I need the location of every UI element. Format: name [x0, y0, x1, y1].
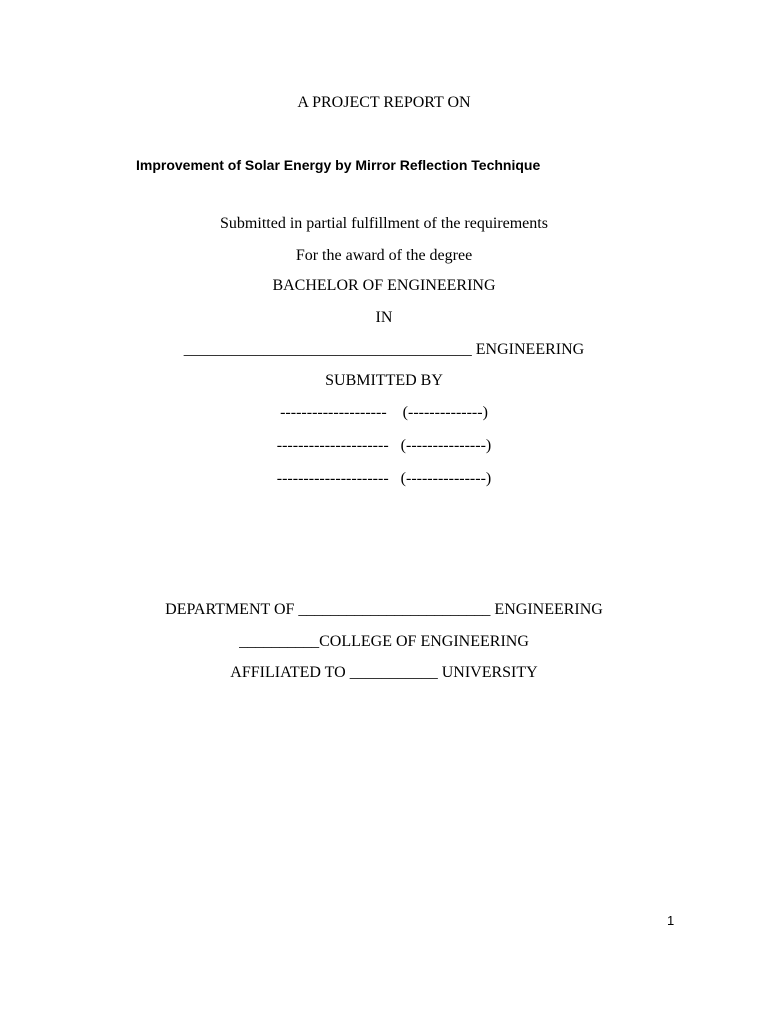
branch-blank-line: ____________________________________ ENGINEERING	[183, 341, 585, 358]
submitted-by-heading: SUBMITTED BY	[325, 372, 443, 389]
student-entry-3: --------------------- (---------------)	[276, 470, 492, 487]
page-number: 1	[667, 913, 675, 928]
department-line: DEPARTMENT OF ________________________ ENGINEERING	[165, 601, 603, 618]
project-title: Improvement of Solar Energy by Mirror Reflection Technique	[136, 157, 541, 173]
student-entry-1: -------------------- (--------------)	[280, 404, 488, 421]
university-affiliation-line: AFFILIATED TO ___________ UNIVERSITY	[230, 664, 538, 681]
submission-statement: Submitted in partial fulfillment of the requirements	[220, 215, 548, 232]
student-entry-2: --------------------- (---------------)	[276, 437, 492, 454]
degree-in-label: IN	[375, 309, 393, 326]
award-statement: For the award of the degree	[295, 247, 473, 264]
college-line: __________COLLEGE OF ENGINEERING	[239, 633, 529, 650]
degree-name: BACHELOR OF ENGINEERING	[272, 277, 496, 294]
report-heading: A PROJECT REPORT ON	[297, 94, 471, 111]
